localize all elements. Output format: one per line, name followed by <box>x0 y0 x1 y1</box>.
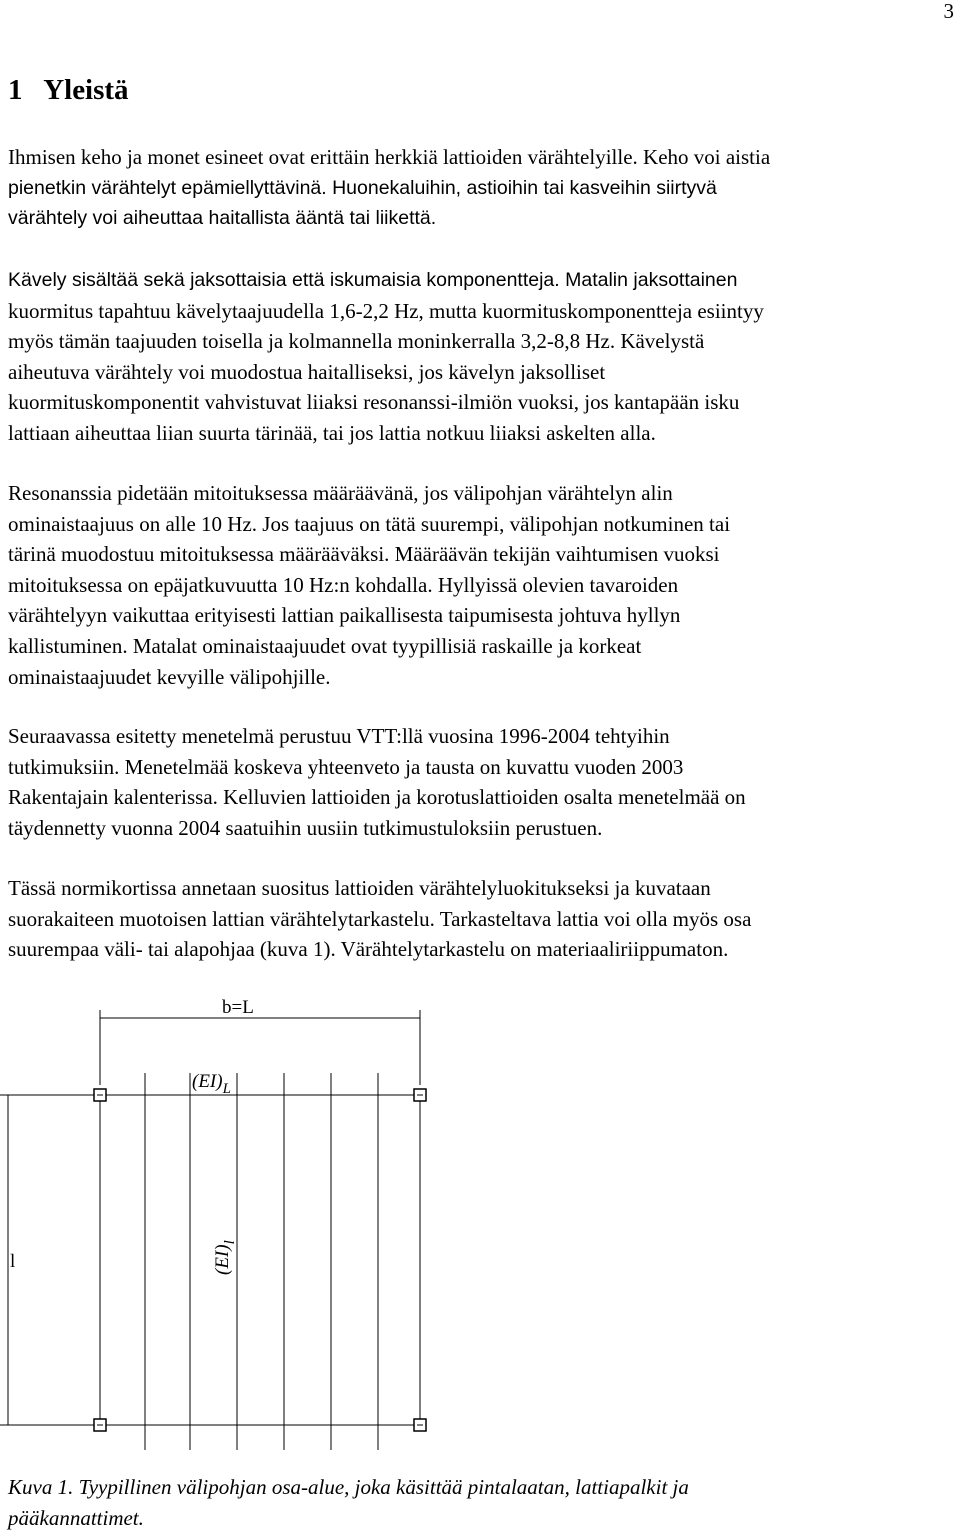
dimension-label-b: b=L <box>222 997 254 1018</box>
dimension-label-l: l <box>10 1251 16 1272</box>
paragraph-line: Tässä normikortissa annetaan suositus lattioiden värähtelyluokitukseksi ja kuvataan <box>8 876 711 900</box>
paragraph-line: aiheutuva värähtely voi muodostua haitalliseksi, jos kävelyn jaksolliset <box>8 359 606 384</box>
paragraph-line: lattiaan aiheuttaa liian suurta tärinää, tai jos lattia notkuu liiaksi askelten alla. <box>8 420 656 445</box>
joist-label-text: (EI) <box>212 1244 233 1275</box>
page-number: 3 <box>943 0 954 23</box>
beam-label-text: (EI) <box>192 1071 223 1092</box>
paragraph-line: kallistuminen. Matalat ominaistaajuudet ovat tyypillisiä raskaille ja korkeat <box>8 633 642 658</box>
caption-text: Tyypillinen välipohjan osa-alue, joka käsittää pintalaatan, lattiapalkit ja <box>78 1475 689 1499</box>
figure-caption <box>8 1472 689 1534</box>
paragraph-line: kuormituskomponentit vahvistuvat liiaksi resonanssi-ilmiön vuoksi, jos kantapään isku <box>8 390 740 415</box>
paragraph-line: kuormitus tapahtuu kävelytaajuudella 1,6-2,2 Hz, mutta kuormituskomponentteja esiintyy <box>8 298 764 323</box>
paragraph-4 <box>8 721 958 843</box>
paragraph-line: myös tämän taajuuden toisella ja kolmannella moninkerralla 3,2-8,8 Hz. Kävelystä <box>8 329 705 354</box>
paragraph-line: ominaistaajuudet kevyille välipohjille. <box>8 664 331 689</box>
section-number: 1 <box>8 74 23 106</box>
caption-line-2: pääkannattimet. <box>8 1506 144 1530</box>
caption-label: Kuva 1. <box>8 1475 74 1499</box>
paragraph-line: Rakentajain kalenterissa. Kelluvien lattioiden ja korotuslattioiden osalta menetelmää on <box>8 785 746 810</box>
paragraph-line: Resonanssia pidetään mitoituksessa määräävänä, jos välipohjan värähtelyn alin <box>8 481 673 505</box>
paragraph-line: Kävely sisältää sekä jaksottaisia että iskumaisia komponentteja. Matalin jaksottainen <box>8 269 738 291</box>
paragraph-line: mitoituksessa on epäjatkuvuutta 10 Hz:n kohdalla. Hyllyissä olevien tavaroiden <box>8 572 679 597</box>
paragraph-line: tutkimuksiin. Menetelmää koskeva yhteenveto ja tausta on kuvattu vuoden 2003 <box>8 754 684 779</box>
caption-line-1 <box>8 1472 689 1503</box>
paragraph-line: värähtely voi aiheuttaa haitallista ääntä tai liikettä. <box>8 207 437 230</box>
floor-diagram <box>0 985 960 1470</box>
joist-label <box>212 1240 238 1275</box>
paragraph-2 <box>8 265 958 449</box>
paragraph-3 <box>8 478 958 692</box>
paragraph-line: Ihmisen keho ja monet esineet ovat erittäin herkkiä lattioiden värähtelyille. Keho voi aistia <box>8 145 771 169</box>
beam-label-subscript: L <box>222 1081 231 1097</box>
joist-label-subscript: l <box>222 1240 238 1245</box>
paragraph-line: värähtelyyn vaikuttaa erityisesti lattian paikallisesta taipumisesta johtuva hyllyn <box>8 603 681 628</box>
paragraph-line: pienetkin värähtelyt epämiellyttävinä. Huonekaluihin, astioihin tai kasveihin siirtyvä <box>8 176 717 199</box>
paragraph-line: suorakaiteen muotoisen lattian värähtelytarkastelu. Tarkasteltava lattia voi olla myös osa <box>8 906 752 931</box>
paragraph-line: ominaistaajuus on alle 10 Hz. Jos taajuus on tätä suurempi, välipohjan notkuminen tai <box>8 511 731 536</box>
paragraph-line: Seuraavassa esitetty menetelmä perustuu VTT:llä vuosina 1996-2004 tehtyihin <box>8 724 670 748</box>
paragraph-line: tärinä muodostuu mitoituksessa määrääväksi. Määräävän tekijän vaihtumisen vuoksi <box>8 542 720 567</box>
paragraph-5 <box>8 873 958 965</box>
paragraph-line: täydennetty vuonna 2004 saatuihin uusiin tutkimustuloksiin perustuen. <box>8 815 603 840</box>
paragraph-1 <box>8 142 958 234</box>
section-heading <box>8 72 129 108</box>
beam-label <box>192 1071 231 1097</box>
section-title: Yleistä <box>43 74 129 106</box>
paragraph-line: suurempaa väli- tai alapohjaa (kuva 1). Värähtelytarkastelu on materiaaliriippumaton. <box>8 937 729 962</box>
